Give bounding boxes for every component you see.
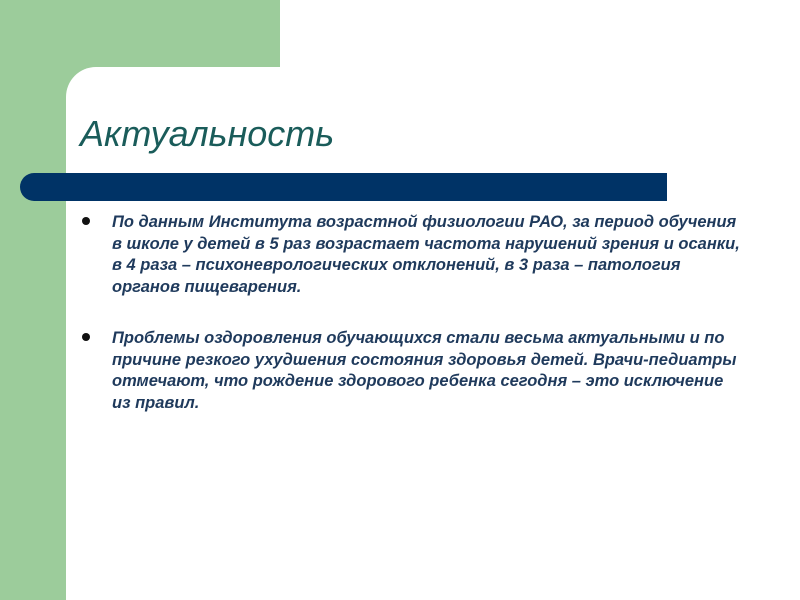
bullet-text-1: По данным Института возрастной физиологии РАО, за период обучения в школе у детей в 5 раз возрастает частота нарушений зрения и осанки, в 4 раза – психоневрологических отклонений, в 3 раза – патология органов пищеварения.	[112, 213, 740, 296]
title-underline-bar	[20, 173, 667, 201]
bullet-dot-icon	[82, 333, 90, 341]
bullet-dot-icon	[82, 217, 90, 225]
bullet-item-1	[80, 212, 740, 298]
bullet-item-2	[80, 328, 740, 414]
bullet-list	[80, 212, 740, 444]
bullet-text-2: Проблемы оздоровления обучающихся стали весьма актуальными и по причине резкого ухудшения состояния здоровья детей. Врачи-педиатры отмечают, что рождение здорового ребенка сегодня – это исключение из правил.	[112, 329, 737, 412]
slide-title: Актуальность	[80, 113, 335, 154]
